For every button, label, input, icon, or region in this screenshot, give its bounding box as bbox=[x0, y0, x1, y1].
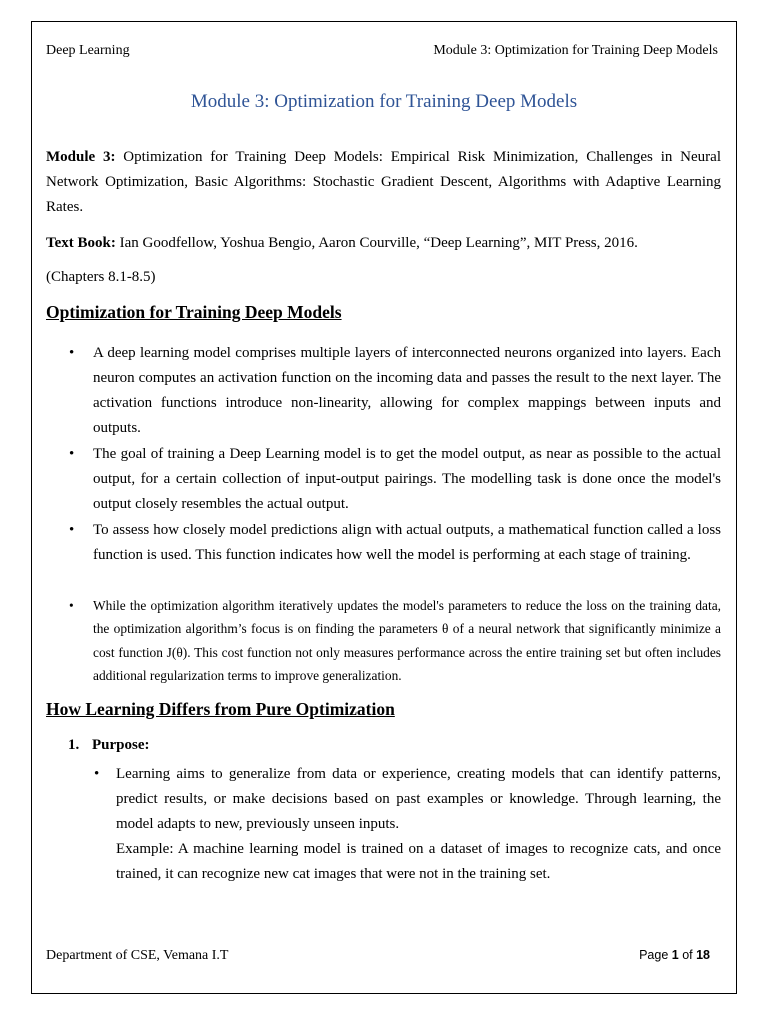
footer-department: Department of CSE, Vemana I.T bbox=[46, 948, 229, 963]
header-left: Deep Learning bbox=[46, 43, 130, 58]
page-num: 1 bbox=[671, 948, 679, 962]
section-heading-optimization: Optimization for Training Deep Models bbox=[46, 302, 342, 322]
module-label: Module 3: bbox=[46, 149, 116, 165]
numbered-item-purpose bbox=[68, 737, 150, 754]
list-item: • While the optimization algorithm iteratively updates the model's parameters to reduce the loss on the training data, the optimization algorithm’s focus is on finding the parameters θ of a neural network that significantly minimize a cost function J(θ). This cost function not only measures performance across the entire training set but often includes additional regularization terms to improve generalization. bbox=[93, 594, 721, 687]
item-number: 1. bbox=[68, 737, 80, 753]
item-label: Purpose: bbox=[92, 737, 150, 753]
module-description bbox=[46, 145, 721, 220]
chapters-line: (Chapters 8.1-8.5) bbox=[46, 269, 156, 285]
sub-list-item: • Learning aims to generalize from data or experience, creating models that can identify patterns, predict results, or make decisions based on past examples or knowledge. Through learning, the model adapts to new, previously unseen inputs. bbox=[116, 762, 721, 837]
page-word: Page bbox=[639, 948, 672, 962]
page-total: 18 bbox=[696, 948, 710, 962]
textbook-line bbox=[46, 231, 721, 256]
of-word: of bbox=[678, 948, 697, 962]
list-item: • The goal of training a Deep Learning model is to get the model output, as near as possible to the actual output, for a certain collection of input-output pairings. The modelling task is done once the model's output closely resembles the actual output. bbox=[93, 442, 721, 517]
list-item: • A deep learning model comprises multiple layers of interconnected neurons organized into layers. Each neuron computes an activation function on the incoming data and passes the result to the next layer. The activation functions introduce non-linearity, allowing for complex mappings between inputs and outputs. bbox=[93, 341, 721, 441]
header-right: Module 3: Optimization for Training Deep Models bbox=[433, 43, 718, 58]
page-title: Module 3: Optimization for Training Deep Models bbox=[190, 91, 578, 112]
section-heading-learning-vs-optimization: How Learning Differs from Pure Optimization bbox=[46, 699, 395, 719]
module-text: Optimization for Training Deep Models: Empirical Risk Minimization, Challenges in Neural Network Optimization, Basic Algorithms: Stochastic Gradient Descent, Algorithms with Adaptive Learning Rates. bbox=[46, 149, 721, 215]
footer-page-number bbox=[639, 948, 710, 962]
list-item: • To assess how closely model predictions align with actual outputs, a mathematical function called a loss function is used. This function indicates how well the model is performing at each stage of training. bbox=[93, 518, 721, 568]
textbook-text: Ian Goodfellow, Yoshua Bengio, Aaron Courville, “Deep Learning”, MIT Press, 2016. bbox=[115, 235, 638, 251]
example-text: Example: A machine learning model is trained on a dataset of images to recognize cats, and once trained, it can recognize new cat images that were not in the training set. bbox=[116, 841, 721, 882]
textbook-label: Text Book: bbox=[46, 235, 116, 251]
